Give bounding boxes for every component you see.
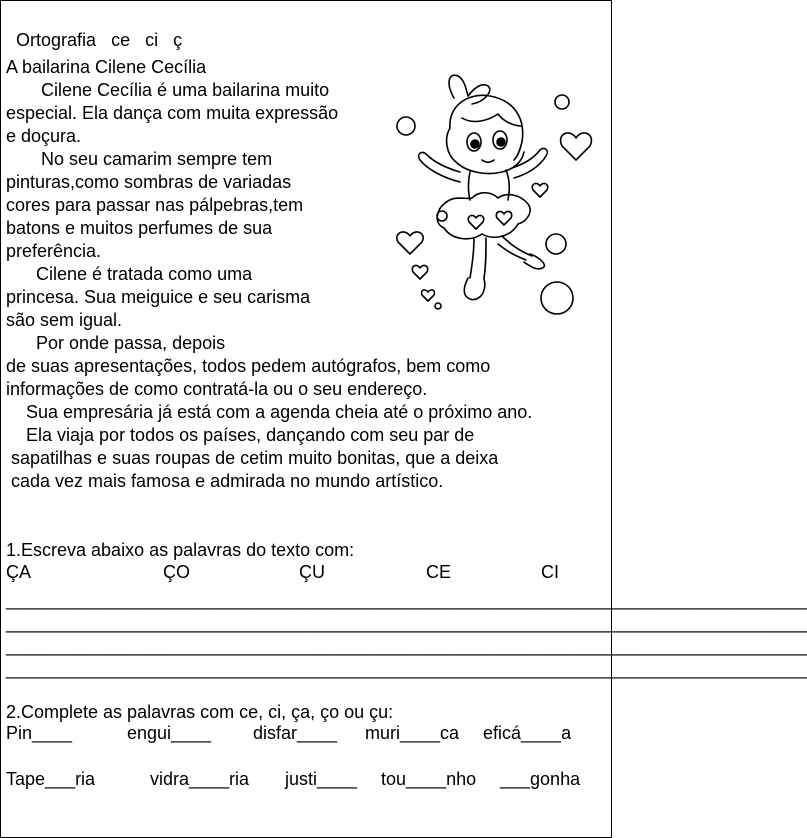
bubble-icon	[555, 95, 569, 109]
bubble-icon	[541, 282, 573, 314]
heart-icon	[532, 183, 547, 197]
bubble-icon	[435, 303, 441, 309]
story-line: cores para passar nas pálpebras,tem	[6, 195, 304, 215]
story-line: Cilene é tratada como uma	[6, 264, 253, 284]
story-line: batons e muitos perfumes de sua	[6, 218, 273, 238]
story-line: informações de como contratá-la ou o seu endereço.	[6, 379, 428, 399]
fill-in-word[interactable]: muri____ca	[365, 723, 460, 743]
bangs	[462, 114, 522, 126]
fill-in-word[interactable]: Tape___ria	[6, 769, 96, 789]
header	[6, 10, 182, 50]
column-header: ÇA	[6, 562, 32, 582]
story-line: Sua empresária já está com a agenda cheia até o próximo ano.	[6, 402, 533, 422]
column-header: ÇU	[299, 562, 325, 582]
pupil	[471, 140, 479, 148]
bubble-icon	[546, 234, 566, 254]
heart-icon	[468, 215, 483, 229]
story-line: e doçura.	[6, 126, 82, 146]
spelling-letters: ce ci ç	[111, 30, 183, 50]
hair	[450, 95, 523, 160]
story-line: sapatilhas e suas roupas de cetim muito bonitas, que a deixa	[6, 448, 499, 468]
story-line: são sem igual.	[6, 310, 123, 330]
bubble-icon	[397, 117, 415, 135]
left-arm	[419, 152, 460, 182]
mouth	[482, 160, 494, 162]
ballet-shoe	[524, 254, 544, 269]
story-line: Ela viaja por todos os países, dançando com seu par de	[6, 425, 475, 445]
heart-icon	[412, 265, 427, 279]
story-line: Por onde passa, depois	[6, 333, 226, 353]
leg	[470, 238, 486, 278]
story-line: pinturas,como sombras de variadas	[6, 172, 292, 192]
column-header: CI	[541, 562, 559, 582]
leg	[498, 236, 532, 260]
answer-line[interactable]: ________________________________________________________________________________	[6, 636, 807, 656]
story-line: de suas apresentações, todos pedem autógrafos, bem como	[6, 356, 491, 376]
face	[447, 128, 524, 174]
heart-icon	[496, 211, 511, 225]
column-header: CE	[426, 562, 452, 582]
ballerina-illustration	[390, 68, 590, 338]
worksheet-title: Ortografia	[16, 30, 97, 50]
right-arm	[512, 148, 547, 178]
story-line: Cilene Cecília é uma bailarina muito	[6, 80, 330, 100]
heart-icon	[561, 133, 592, 160]
exercise2-prompt: 2.Complete as palavras com ce, ci, ça, ço ou çu:	[6, 702, 394, 722]
fill-in-word[interactable]: tou____nho	[381, 769, 477, 789]
answer-line[interactable]: ________________________________________________________________________________	[6, 613, 807, 633]
answer-line[interactable]: ________________________________________________________________________________	[6, 659, 807, 679]
story-line: princesa. Sua meiguice e seu carisma	[6, 287, 311, 307]
tutu	[437, 193, 530, 239]
pupil	[497, 138, 505, 146]
fill-in-word[interactable]: Pin____	[6, 723, 73, 743]
fill-in-word[interactable]: eficá____a	[483, 723, 572, 743]
fill-in-word[interactable]: disfar____	[253, 723, 338, 743]
heart-icon	[397, 232, 423, 254]
fill-in-word[interactable]: ___gonha	[500, 769, 581, 789]
exercise1-prompt: 1.Escreva abaixo as palavras do texto com:	[6, 540, 355, 560]
story-title: A bailarina Cilene Cecília	[6, 57, 207, 77]
fill-in-word[interactable]: engui____	[127, 723, 212, 743]
ballet-shoe	[464, 278, 485, 300]
answer-line[interactable]: ________________________________________________________________________________	[6, 590, 807, 610]
heart-icon	[422, 290, 435, 301]
fill-in-word[interactable]: vidra____ria	[150, 769, 250, 789]
column-header: ÇO	[163, 562, 190, 582]
fill-in-word[interactable]: justi____	[285, 769, 358, 789]
story-line: especial. Ela dança com muita expressão	[6, 103, 339, 123]
story-line: No seu camarim sempre tem	[6, 149, 273, 169]
story-line: cada vez mais famosa e admirada no mundo artístico.	[6, 471, 444, 491]
hair-bow	[449, 75, 490, 104]
story-line: preferência.	[6, 241, 102, 261]
